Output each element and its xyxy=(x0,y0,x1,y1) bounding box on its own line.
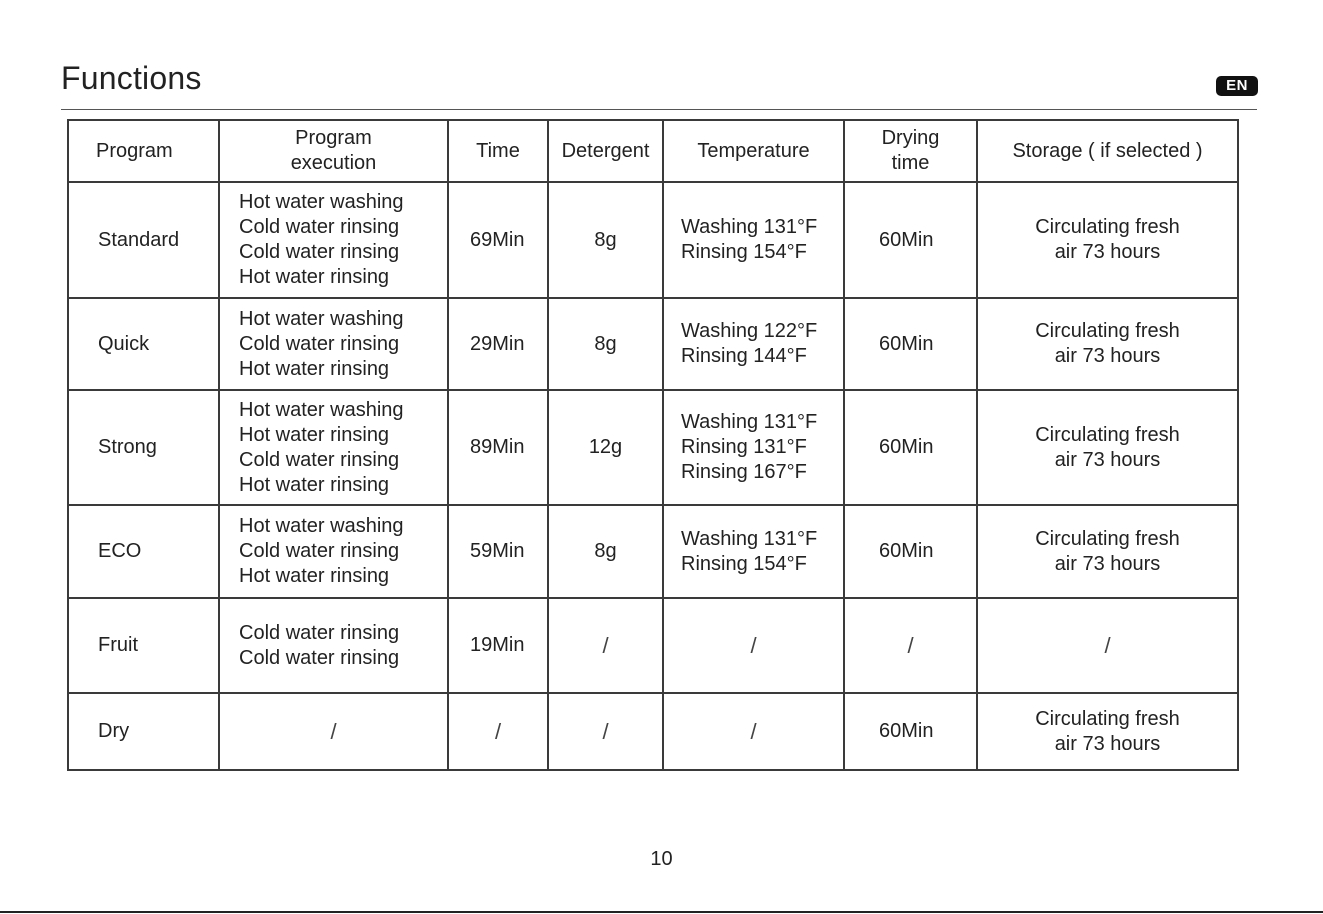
program-execution xyxy=(219,598,448,693)
execution-step: Hot water rinsing xyxy=(239,357,390,380)
header-storage: Storage ( if selected ) xyxy=(977,120,1238,182)
temperature-line: Rinsing 144°F xyxy=(681,345,807,367)
temperature-line: Washing 122°F xyxy=(681,320,818,342)
program-time: 29Min xyxy=(448,298,548,390)
execution-step: Cold water rinsing xyxy=(239,646,400,669)
storage-line: Circulating fresh xyxy=(1035,423,1180,446)
program-storage xyxy=(977,505,1238,598)
storage-line: Circulating fresh xyxy=(1035,320,1180,342)
program-time: 69Min xyxy=(448,182,548,298)
temperature-line: Rinsing 131°F xyxy=(681,436,807,458)
program-storage xyxy=(977,298,1238,390)
program-drying-time: 60Min xyxy=(844,505,977,598)
program-execution xyxy=(219,182,448,298)
temperature-line: Washing 131°F xyxy=(681,527,818,550)
functions-table xyxy=(67,119,1239,771)
storage-line: Circulating fresh xyxy=(1035,216,1180,238)
execution-step: Hot water rinsing xyxy=(239,473,390,496)
storage-line: Circulating fresh xyxy=(1035,527,1180,550)
program-execution xyxy=(219,390,448,505)
program-temperature xyxy=(663,298,844,390)
program-time: 89Min xyxy=(448,390,548,505)
temperature-line: / xyxy=(750,633,757,658)
storage-line: air 73 hours xyxy=(1054,241,1161,263)
program-detergent: 8g xyxy=(548,182,663,298)
header-execution-line1: Program xyxy=(295,127,372,149)
temperature-line: Washing 131°F xyxy=(681,411,818,433)
execution-step: Cold water rinsing xyxy=(239,241,400,263)
page-title: Functions xyxy=(61,60,202,96)
storage-line: air 73 hours xyxy=(1054,345,1161,367)
program-temperature xyxy=(663,182,844,298)
program-name: Standard xyxy=(68,182,219,298)
program-storage xyxy=(977,693,1238,770)
program-drying-time: 60Min xyxy=(844,390,977,505)
table-row xyxy=(68,693,1238,770)
program-name: Fruit xyxy=(68,598,219,693)
program-name: Strong xyxy=(68,390,219,505)
execution-step: Hot water washing xyxy=(239,398,404,421)
table-row xyxy=(68,182,1238,298)
storage-line: air 73 hours xyxy=(1054,552,1161,575)
header-temperature: Temperature xyxy=(663,120,844,182)
header-time: Time xyxy=(448,120,548,182)
program-drying-time: / xyxy=(844,598,977,693)
program-detergent: 8g xyxy=(548,505,663,598)
page-number: 10 xyxy=(650,848,673,870)
program-drying-time: 60Min xyxy=(844,182,977,298)
program-execution xyxy=(219,298,448,390)
program-storage xyxy=(977,390,1238,505)
program-drying-time: 60Min xyxy=(844,693,977,770)
header-drying xyxy=(844,120,977,182)
program-time: 19Min xyxy=(448,598,548,693)
program-name: ECO xyxy=(68,505,219,598)
header-execution-line2: execution xyxy=(290,152,377,174)
program-temperature xyxy=(663,505,844,598)
title-divider xyxy=(61,109,1257,110)
temperature-line: Rinsing 167°F xyxy=(681,461,807,483)
language-badge: EN xyxy=(1216,76,1258,96)
table-row xyxy=(68,298,1238,390)
program-temperature xyxy=(663,598,844,693)
program-name: Quick xyxy=(68,298,219,390)
header-drying-line1: Drying xyxy=(881,127,940,149)
program-name: Dry xyxy=(68,693,219,770)
program-execution xyxy=(219,693,448,770)
header-execution xyxy=(219,120,448,182)
program-detergent: / xyxy=(548,598,663,693)
execution-step: Cold water rinsing xyxy=(239,621,400,644)
program-drying-time: 60Min xyxy=(844,298,977,390)
storage-line: / xyxy=(1104,633,1111,658)
execution-step: / xyxy=(330,719,337,744)
program-detergent: / xyxy=(548,693,663,770)
table-row xyxy=(68,598,1238,693)
program-storage xyxy=(977,598,1238,693)
header-drying-line2: time xyxy=(891,152,930,174)
temperature-line: Rinsing 154°F xyxy=(681,552,807,575)
execution-step: Cold water rinsing xyxy=(239,216,400,238)
execution-step: Hot water rinsing xyxy=(239,565,390,587)
header-row xyxy=(68,120,1238,182)
program-temperature xyxy=(663,693,844,770)
header-detergent: Detergent xyxy=(548,120,663,182)
table-row xyxy=(68,390,1238,505)
storage-line: air 73 hours xyxy=(1054,732,1161,755)
execution-step: Cold water rinsing xyxy=(239,448,400,471)
execution-step: Hot water washing xyxy=(239,515,404,537)
storage-line: Circulating fresh xyxy=(1035,707,1180,730)
program-execution xyxy=(219,505,448,598)
bottom-divider xyxy=(0,911,1323,913)
execution-step: Cold water rinsing xyxy=(239,540,400,562)
execution-step: Hot water rinsing xyxy=(239,423,390,446)
program-time: 59Min xyxy=(448,505,548,598)
storage-line: air 73 hours xyxy=(1054,448,1161,471)
program-detergent: 8g xyxy=(548,298,663,390)
program-time: / xyxy=(448,693,548,770)
temperature-line: Washing 131°F xyxy=(681,216,818,238)
execution-step: Hot water washing xyxy=(239,191,404,213)
header-program: Program xyxy=(68,120,219,182)
program-temperature xyxy=(663,390,844,505)
execution-step: Cold water rinsing xyxy=(239,332,400,355)
execution-step: Hot water rinsing xyxy=(239,266,390,288)
program-detergent: 12g xyxy=(548,390,663,505)
program-storage xyxy=(977,182,1238,298)
temperature-line: Rinsing 154°F xyxy=(681,241,807,263)
execution-step: Hot water washing xyxy=(239,307,404,330)
temperature-line: / xyxy=(750,719,757,744)
table-row xyxy=(68,505,1238,598)
